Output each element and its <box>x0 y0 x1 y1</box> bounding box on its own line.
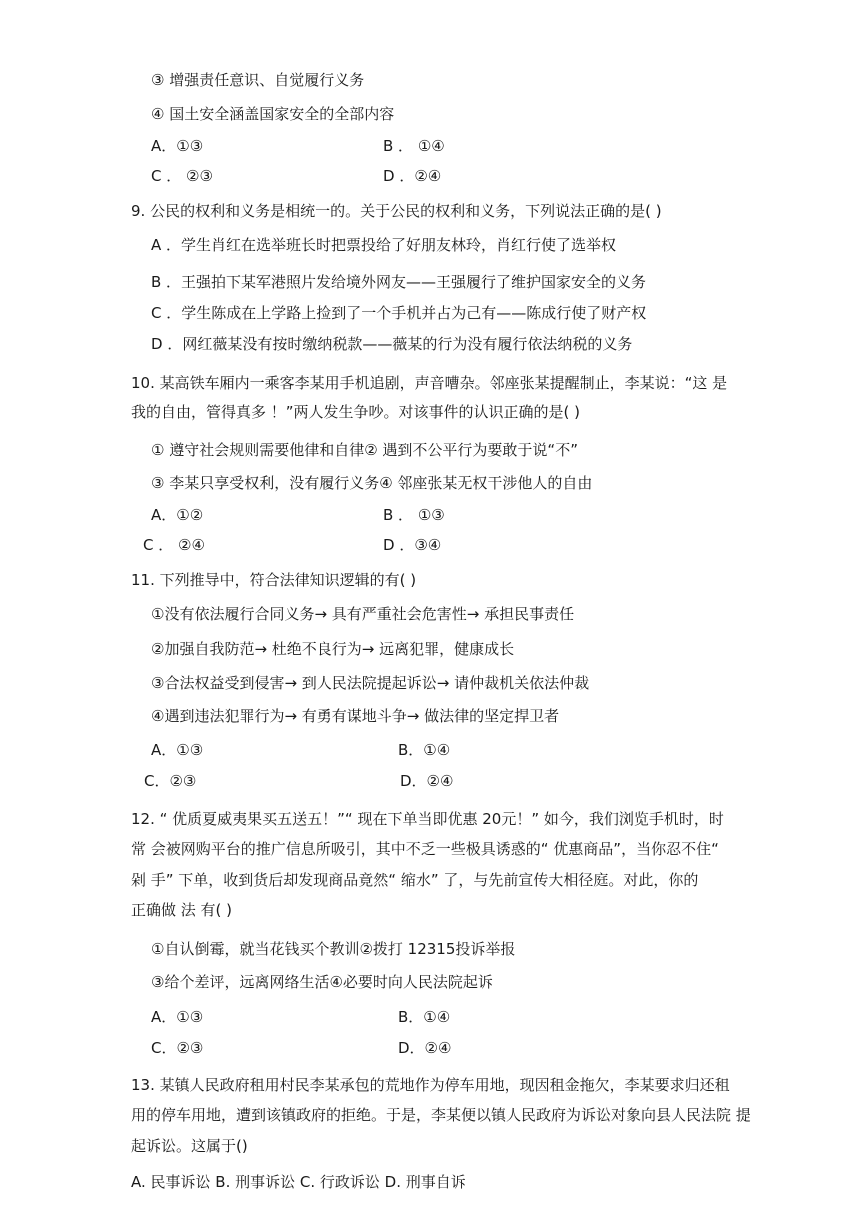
q11-option-a: A．①③ <box>151 741 204 759</box>
q12-option-c: C．②③ <box>151 1039 204 1057</box>
q11-item-1: ①没有依法履行合同义务→ 具有严重社会危害性→ 承担民事责任 <box>151 605 575 623</box>
q12-stem-line-2: 常 会被网购平台的推广信息所吸引，其中不乏一些极具诱惑的“ 优惠商品”，当你忍不住“ <box>131 840 719 858</box>
q12-option-a: A．①③ <box>151 1008 204 1026</box>
q11-item-3: ③合法权益受到侵害→ 到人民法院提起诉讼→ 请仲裁机关依法仲裁 <box>151 674 590 692</box>
q8-option-b: B ． ①④ <box>383 137 445 155</box>
q9-option-b: B ．王强拍下某军港照片发给境外网友——王强履行了维护国家安全的义务 <box>151 273 647 291</box>
q8-option-a: A．①③ <box>151 137 204 155</box>
q10-option-d: D ．③④ <box>383 536 442 554</box>
q8-item-4: ④ 国土安全涵盖国家安全的全部内容 <box>151 105 395 123</box>
q9-option-c: C ．学生陈成在上学路上捡到了一个手机并占为己有——陈成行使了财产权 <box>151 304 647 322</box>
q9-option-a: A ．学生肖红在选举班长时把票投给了好朋友林玲，肖红行使了选举权 <box>151 236 617 254</box>
q9-option-d: D ．网红薇某没有按时缴纳税款——薇某的行为没有履行依法纳税的义务 <box>151 335 633 353</box>
q12-items-3-4: ③给个差评，远离网络生活④必要时向人民法院起诉 <box>151 973 493 991</box>
q10-option-a: A．①② <box>151 506 204 524</box>
q11-option-b: B．①④ <box>398 741 451 759</box>
q12-option-b: B．①④ <box>398 1008 451 1026</box>
q13-stem-line-1: 13. 某镇人民政府租用村民李某承包的荒地作为停车用地，现因租金拖欠，李某要求归还租 <box>131 1076 730 1094</box>
q13-stem-line-3: 起诉讼。这属于() <box>131 1137 248 1155</box>
q10-items-1-2: ① 遵守社会规则需要他律和自律② 遇到不公平行为要敢于说“不” <box>151 441 578 459</box>
q12-stem-line-1: 12. “ 优质夏威夷果买五送五！”“ 现在下单当即优惠 20元！” 如今，我们浏览手机时，时 <box>131 810 724 828</box>
q8-option-d: D ．②④ <box>383 167 442 185</box>
q12-items-1-2: ①自认倒霉，就当花钱买个教训②拨打 12315投诉举报 <box>151 940 516 958</box>
q12-stem-line-3: 剁 手” 下单，收到货后却发现商品竟然“ 缩水” 了，与先前宣传大相径庭。对此，你的 <box>131 871 699 889</box>
q11-item-4: ④遇到违法犯罪行为→ 有勇有谋地斗争→ 做法律的坚定捍卫者 <box>151 707 560 725</box>
q11-option-d: D．②④ <box>400 772 454 790</box>
q10-option-c: C ． ②④ <box>143 536 205 554</box>
q8-option-c: C ． ②③ <box>151 167 213 185</box>
q11-stem: 11. 下列推导中，符合法律知识逻辑的有( ) <box>131 571 417 589</box>
q13-stem-line-2: 用的停车用地，遭到该镇政府的拒绝。于是，李某便以镇人民政府为诉讼对象向县人民法院 提 <box>131 1106 751 1124</box>
q11-option-c: C．②③ <box>144 772 197 790</box>
q12-stem-line-4: 正确做 法 有( ) <box>131 901 233 919</box>
q13-options: A. 民事诉讼 B. 刑事诉讼 C. 行政诉讼 D. 刑事自诉 <box>131 1173 466 1191</box>
q10-items-3-4: ③ 李某只享受权利，没有履行义务④ 邻座张某无权干涉他人的自由 <box>151 474 593 492</box>
q12-option-d: D．②④ <box>398 1039 452 1057</box>
q10-option-b: B ． ①③ <box>383 506 445 524</box>
q10-stem-line-1: 10. 某高铁车厢内一乘客李某用手机追剧，声音嘈杂。邻座张某提醒制止，李某说：“这 是 <box>131 374 728 392</box>
q11-item-2: ②加强自我防范→ 杜绝不良行为→ 远离犯罪，健康成长 <box>151 640 515 658</box>
q8-item-3: ③ 增强责任意识、自觉履行义务 <box>151 71 365 89</box>
q9-stem: 9. 公民的权利和义务是相统一的。关于公民的权利和义务，下列说法正确的是( ) <box>131 202 662 220</box>
q10-stem-line-2: 我的自由，管得真多 ！”两人发生争吵。对该事件的认识正确的是( ) <box>131 403 581 421</box>
